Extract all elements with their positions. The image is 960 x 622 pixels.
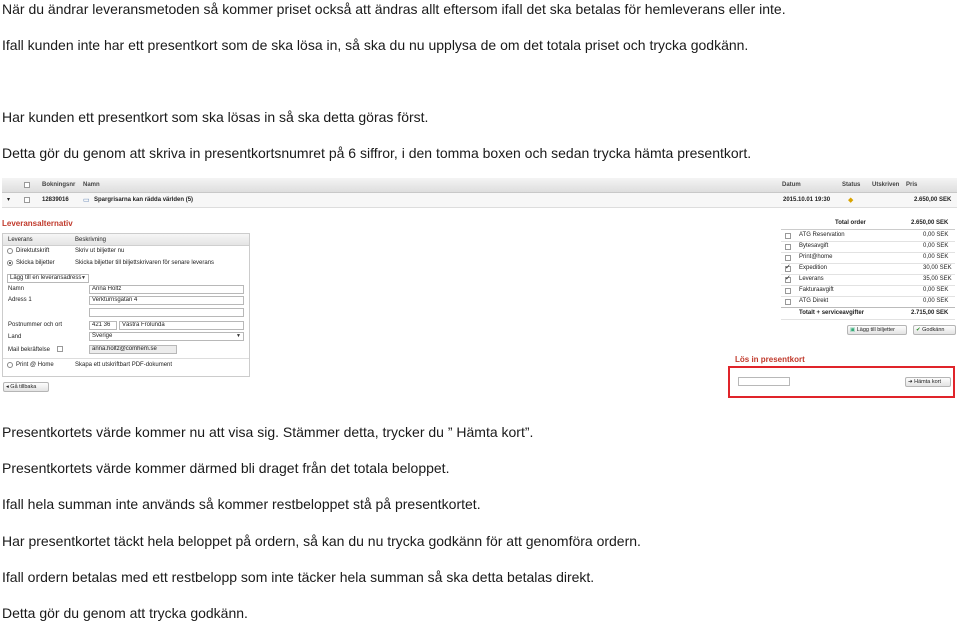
summary-row-value: 0,00 SEK <box>923 232 949 238</box>
col-delivery: Leverans <box>8 237 33 243</box>
address-label: Adress 1 <box>8 297 32 303</box>
print-home-label: Print @ Home <box>16 362 54 368</box>
delivery-panel-header <box>3 234 249 246</box>
back-arrow-icon: ◂ <box>6 384 11 390</box>
summary-row-value: 0,00 SEK <box>923 243 949 249</box>
mail-input[interactable]: anna.holtz@comhem.se <box>89 345 177 354</box>
direct-print-desc: Skriv ut biljetter nu <box>75 248 125 254</box>
intro-paragraph-3: Har kunden ett presentkort som ska lösas in så ska detta göras först. <box>2 109 429 125</box>
add-tickets-button[interactable] <box>847 325 907 335</box>
table-row[interactable] <box>2 193 957 208</box>
row-price: 2.650,00 SEK <box>914 197 952 203</box>
body-paragraph-4: Har presentkortet täckt hela beloppet på ordern, så kan du nu trycka godkänn för att genomföra ordern. <box>2 533 641 549</box>
summary-row-checkbox[interactable] <box>785 255 791 261</box>
arrow-right-icon: ➜ <box>908 379 915 385</box>
radio-direct-print[interactable] <box>7 248 13 254</box>
approve-label: Godkänn <box>922 327 945 333</box>
total-service-value: 2.715,00 SEK <box>911 310 949 316</box>
summary-row-label: Fakturaavgift <box>799 287 834 293</box>
address-select[interactable]: Lägg till en leveransadress ▼ <box>7 274 89 283</box>
summary-row-checkbox[interactable] <box>785 288 791 294</box>
body-paragraph-2: Presentkortets värde kommer därmed bli draget från det totala beloppet. <box>2 460 450 476</box>
select-all-checkbox[interactable] <box>24 182 30 188</box>
total-service-row <box>781 307 955 320</box>
summary-row-label: Expedition <box>799 265 828 271</box>
city-input[interactable]: Västra Frolunda <box>119 321 244 330</box>
summary-row-label: ATG Reservation <box>799 232 845 238</box>
body-paragraph-1: Presentkortets värde kommer nu att visa sig. Stämmer detta, trycker du ” Hämta kort”. <box>2 424 534 440</box>
radio-print-home[interactable] <box>7 362 13 368</box>
back-button-label: Gå tillbaka <box>10 384 37 390</box>
mail-checkbox[interactable] <box>57 346 63 352</box>
add-tickets-label: Lägg till biljetter <box>856 327 895 333</box>
country-select[interactable]: Sverige ▼ <box>89 332 244 341</box>
summary-row-checkbox[interactable] <box>785 299 791 305</box>
check-icon: ✔ <box>916 327 923 333</box>
summary-row-value: 35,00 SEK <box>923 276 952 282</box>
direct-print-label: Direktutskrift <box>16 248 50 254</box>
name-input[interactable]: Anna Holtz <box>89 285 244 294</box>
header-date: Datum <box>782 182 801 188</box>
pos-screenshot <box>0 178 960 400</box>
address-input[interactable]: Verkturnsgatan 4 <box>89 296 244 305</box>
giftcard-highlight-box <box>728 366 955 398</box>
summary-row-label: ATG Direkt <box>799 298 829 304</box>
intro-paragraph-2: Ifall kunden inte har ett presentkort som de ska lösa in, så ska du nu upplysa de om det totala priset och trycka godkänn. <box>2 37 749 53</box>
summary-row-value: 0,00 SEK <box>923 287 949 293</box>
fetch-card-button[interactable] <box>905 377 951 387</box>
giftcard-input[interactable] <box>738 377 790 386</box>
back-button[interactable] <box>3 382 49 392</box>
summary-row-label: Leverans <box>799 276 824 282</box>
row-event-name: Spargrisarna kan rädda världen (5) <box>94 197 194 203</box>
header-status: Status <box>842 182 861 188</box>
summary-row-checkbox[interactable] <box>785 233 791 239</box>
country-label: Land <box>8 334 22 340</box>
summary-row-checkbox[interactable] <box>785 266 791 272</box>
radio-send-tickets[interactable] <box>7 260 13 266</box>
summary-row-checkbox[interactable] <box>785 244 791 250</box>
header-name: Namn <box>83 182 100 188</box>
header-booking: Bokningsnr <box>42 182 76 188</box>
summary-row-checkbox[interactable] <box>785 277 791 283</box>
body-paragraph-5: Ifall ordern betalas med ett restbelopp som inte täcker hela summan så ska detta betalas direkt. <box>2 569 595 585</box>
name-label: Namn <box>8 286 25 292</box>
summary-row-label: Bytesavgift <box>799 243 829 249</box>
row-checkbox[interactable] <box>24 197 30 203</box>
table-header <box>2 178 957 193</box>
ticket-plus-icon: ▣ <box>850 327 857 333</box>
tag-icon: ◆ <box>848 197 854 204</box>
row-date: 2015.10.01 19:30 <box>783 197 831 203</box>
total-order-row <box>781 218 955 230</box>
divider <box>3 358 249 359</box>
header-price: Pris <box>906 182 918 188</box>
intro-paragraph-1: När du ändrar leveransmetoden så kommer priset också att ändras allt eftersom ifall det ska betalas för hemleverans eller inte. <box>2 1 786 17</box>
body-paragraph-6: Detta gör du genom att trycka godkänn. <box>2 605 248 621</box>
print-home-desc: Skapa ett utskriftbart PDF-dokument <box>75 362 173 368</box>
approve-button[interactable] <box>913 325 956 335</box>
delivery-panel <box>2 233 250 377</box>
expand-arrow-icon[interactable]: ▾ <box>7 197 11 203</box>
total-order-value: 2.650,00 SEK <box>911 220 949 226</box>
total-order-label: Total order <box>835 220 866 226</box>
postal-code-input[interactable]: 421 36 <box>89 321 117 330</box>
header-printed: Utskriven <box>872 182 900 188</box>
fetch-card-label: Hämta kort <box>914 379 942 385</box>
intro-paragraph-4: Detta gör du genom att skriva in presentkortsnumret på 6 siffror, i den tomma boxen och sedan trycka hämta presentkort. <box>2 145 752 161</box>
summary-row-value: 30,00 SEK <box>923 265 952 271</box>
summary-row-value: 0,00 SEK <box>923 254 949 260</box>
send-tickets-desc: Skicka biljetter till biljettskrivaren för senare leverans <box>75 260 215 266</box>
total-service-label: Totalt + serviceavgifter <box>799 310 865 316</box>
summary-row-label: Print@home <box>799 254 833 260</box>
col-description: Beskrivning <box>75 237 107 243</box>
postal-label: Postnummer och ort <box>8 322 63 328</box>
ticket-icon: ▭ <box>83 197 90 204</box>
mail-label: Mail bekräftelse <box>8 347 51 353</box>
body-paragraph-3: Ifall hela summan inte används så kommer restbeloppet stå på presentkortet. <box>2 496 481 512</box>
address2-input[interactable] <box>89 308 244 317</box>
row-booking-number: 12839016 <box>42 197 69 203</box>
summary-row-value: 0,00 SEK <box>923 298 949 304</box>
delivery-options-title: Leveransalternativ <box>2 219 73 228</box>
send-tickets-label: Skicka biljetter <box>16 260 55 266</box>
giftcard-title: Lös in presentkort <box>735 355 805 364</box>
